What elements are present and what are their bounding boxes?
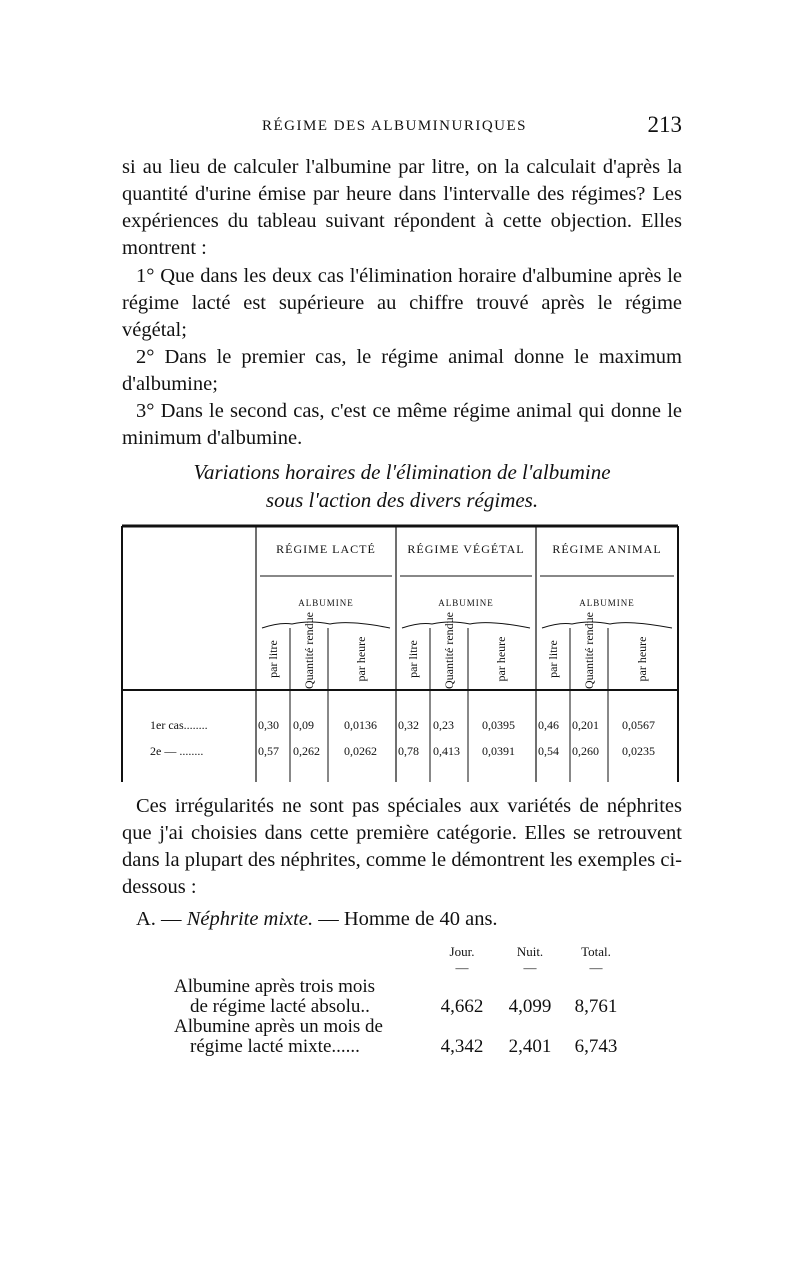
albumine-brace-3	[542, 622, 672, 628]
example-value: 4,342	[440, 1036, 484, 1057]
table-cell: 0,23	[433, 718, 454, 732]
table-cell: 0,09	[293, 718, 314, 732]
column-jour: Jour.	[449, 944, 475, 959]
table-cell: 0,413	[433, 744, 460, 758]
page-number: 213	[647, 112, 682, 137]
table-title-line-2: sous l'action des divers régimes.	[265, 488, 539, 512]
subcol-par-heure-1: par heure	[354, 636, 368, 682]
group-header-vegetal: RÉGIME VÉGÉTAL	[407, 542, 525, 556]
table-cell: 0,46	[538, 718, 559, 732]
albumine-label-1: ALBUMINE	[298, 598, 354, 608]
subcol-par-heure-3: par heure	[635, 636, 649, 682]
example-row-1-label-line-2: de régime lacté absolu..	[190, 996, 370, 1017]
paragraph-5: Ces irrégularités ne sont pas spéciales aux variétés de néphrites que j'ai choisies dans cette première catégorie. Elles se retrouvent dans la plupart des néphrites, comme le démontrent les exemples ci-dessous :	[122, 795, 682, 898]
column-nuit: Nuit.	[516, 944, 544, 959]
running-head	[122, 112, 682, 142]
table-cell: 0,57	[258, 744, 279, 758]
subcol-par-heure-2: par heure	[494, 636, 508, 682]
row-label-2: 2e — ........	[150, 744, 204, 758]
subcol-quantite-rendue-2: Quantité rendue	[442, 612, 456, 689]
group-header-animal: RÉGIME ANIMAL	[552, 542, 662, 556]
subcol-quantite-rendue-1: Quantité rendue	[302, 612, 316, 689]
table-cell: 0,0136	[344, 718, 377, 732]
subcol-par-litre-2: par litre	[406, 640, 420, 678]
example-value: 4,099	[508, 996, 552, 1017]
subcol-quantite-rendue-3: Quantité rendue	[582, 612, 596, 689]
example-value: 8,761	[574, 996, 618, 1017]
subcol-par-litre-1: par litre	[266, 640, 280, 678]
example-row-1-label-line-1: Albumine après trois mois	[174, 976, 376, 997]
table-cell: 0,260	[572, 744, 599, 758]
table-cell: 0,30	[258, 718, 279, 732]
table-cell: 0,0235	[622, 744, 655, 758]
table-cell: 0,54	[538, 744, 559, 758]
table-title-line-1: Variations horaires de l'élimination de l'albumine	[193, 460, 611, 484]
albumine-brace-2	[402, 622, 530, 628]
albumine-label-2: ALBUMINE	[438, 598, 494, 608]
table-cell: 0,0391	[482, 744, 515, 758]
example-prefix: A. —	[136, 908, 187, 930]
example-row-2-label-line-2: régime lacté mixte......	[190, 1036, 360, 1057]
running-title: RÉGIME DES ALBUMINURIQUES	[262, 118, 528, 134]
table-cell: 0,32	[398, 718, 419, 732]
column-dash: —	[589, 960, 603, 975]
row-label-1: 1er cas........	[150, 718, 208, 732]
table-cell: 0,0262	[344, 744, 377, 758]
table-cell: 0,201	[572, 718, 599, 732]
example-value: 6,743	[574, 1036, 618, 1057]
paragraph-3: 2° Dans le premier cas, le régime animal donne le maximum d'albumine;	[122, 346, 682, 395]
albumin-table	[120, 524, 680, 782]
paragraph-1: si au lieu de calculer l'albumine par litre, on la calculait d'après la quantité d'urine émise par heure dans l'intervalle des régimes? Les expériences du tableau suivant répondent à cette objection. Elles montrent :	[122, 156, 682, 259]
column-dash: —	[523, 960, 537, 975]
table-cell: 0,0395	[482, 718, 515, 732]
example-value: 2,401	[508, 1036, 552, 1057]
column-total: Total.	[581, 944, 611, 959]
example-value: 4,662	[440, 996, 484, 1017]
table-cell: 0,78	[398, 744, 419, 758]
column-dash: —	[455, 960, 469, 975]
paragraph-2: 1° Que dans les deux cas l'élimination horaire d'albumine après le régime lacté est supérieure au chiffre trouvé après le régime végétal;	[122, 265, 682, 341]
albumine-label-3: ALBUMINE	[579, 598, 635, 608]
example-suffix: — Homme de 40 ans.	[313, 908, 498, 930]
group-header-lacte: RÉGIME LACTÉ	[276, 542, 376, 556]
paragraph-4: 3° Dans le second cas, c'est ce même régime animal qui donne le minimum d'albumine.	[122, 400, 682, 449]
table-cell: 0,0567	[622, 718, 655, 732]
subcol-par-litre-3: par litre	[546, 640, 560, 678]
table-cell: 0,262	[293, 744, 320, 758]
example-title	[136, 908, 498, 931]
albumine-brace-1	[262, 622, 390, 628]
example-row-2-label-line-1: Albumine après un mois de	[174, 1016, 383, 1037]
example-title-italic: Néphrite mixte.	[186, 908, 314, 930]
